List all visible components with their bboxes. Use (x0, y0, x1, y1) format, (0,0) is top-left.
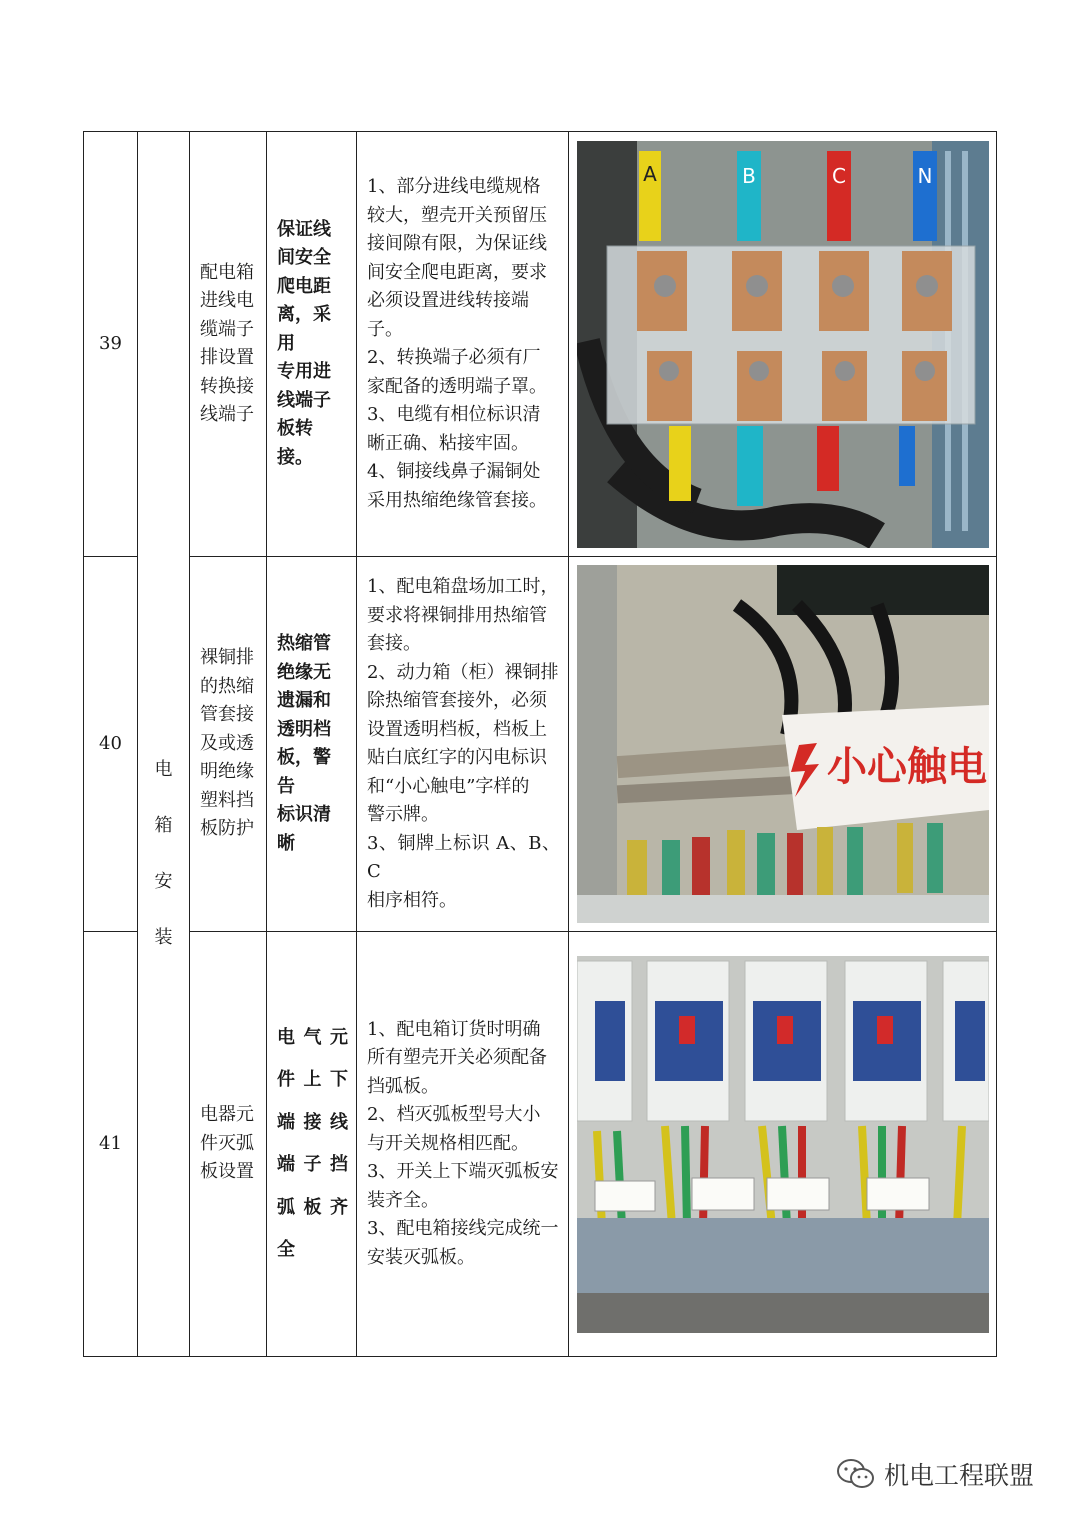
table-row (84, 932, 997, 1357)
phase-label: A (643, 161, 657, 186)
category-char: 装 (154, 927, 173, 948)
photo-cell (569, 932, 997, 1357)
key-point: 保证线 间安全 爬电距 离，采用 专用进 线端子 板转接。 (267, 132, 357, 557)
key-point: 热缩管 绝缘无 遗漏和 透明档 板，警告 标识清 晰 (267, 557, 357, 932)
wechat-icon (836, 1457, 876, 1491)
category-char: 箱 (154, 815, 173, 836)
item-name: 裸铜排 的热缩 管套接 及或透 明绝缘 塑料挡 板防护 (190, 557, 267, 932)
phase-label: C (832, 163, 846, 188)
spec-table (83, 131, 997, 1357)
warning-sign-text: 小心触电 (827, 744, 987, 790)
item-name: 电器元 件灭弧 板设置 (190, 932, 267, 1357)
watermark-text: 机电工程联盟 (884, 1461, 1035, 1490)
photo-cell (569, 132, 997, 557)
photo-cell (569, 557, 997, 932)
busbar-photo (577, 565, 989, 923)
row-number: 39 (84, 132, 138, 557)
watermark (836, 1456, 1034, 1492)
row-number: 40 (84, 557, 138, 932)
phase-label: B (742, 163, 756, 188)
requirements: 1、配电箱订货时明确 所有塑壳开关必须配备 挡弧板。 2、档灭弧板型号大小 与开关规格相匹配。 3、开关上下端灭弧板安 装齐全。 3、配电箱接线完成统一 安装灭弧板。 (357, 932, 569, 1357)
category-char: 安 (154, 871, 173, 892)
row-number: 41 (84, 932, 138, 1357)
table-row (84, 557, 997, 932)
category-cell (138, 132, 190, 1357)
phase-label: N (917, 163, 933, 188)
requirements: 1、部分进线电缆规格 较大，塑壳开关预留压 接间隙有限，为保证线 间安全爬电距离，要求 必须设置进线转接端 子。 2、转换端子必须有厂 家配备的透明端子罩。 3、电缆有相位标识清 晰正确、粘接牢固。 4、铜接线鼻子漏铜处 采用热缩绝缘管套接。 (357, 132, 569, 557)
terminal-block-photo (577, 141, 989, 548)
key-point: 电气元 件上下 端接线 端子挡 弧板齐 全 (267, 932, 357, 1357)
breaker-photo (577, 956, 989, 1333)
requirements: 1、配电箱盘场加工时， 要求将裸铜排用热缩管 套接。 2、动力箱（柜）裸铜排 除热缩管套接外，必须 设置透明档板，档板上 贴白底红字的闪电标识 和“小心触电”字样的 警示牌。 3、铜牌上标识 A、B、C 相序相符。 (357, 557, 569, 932)
category-char: 电 (154, 759, 173, 780)
table-row (84, 132, 997, 557)
item-name: 配电箱 进线电 缆端子 排设置 转换接 线端子 (190, 132, 267, 557)
